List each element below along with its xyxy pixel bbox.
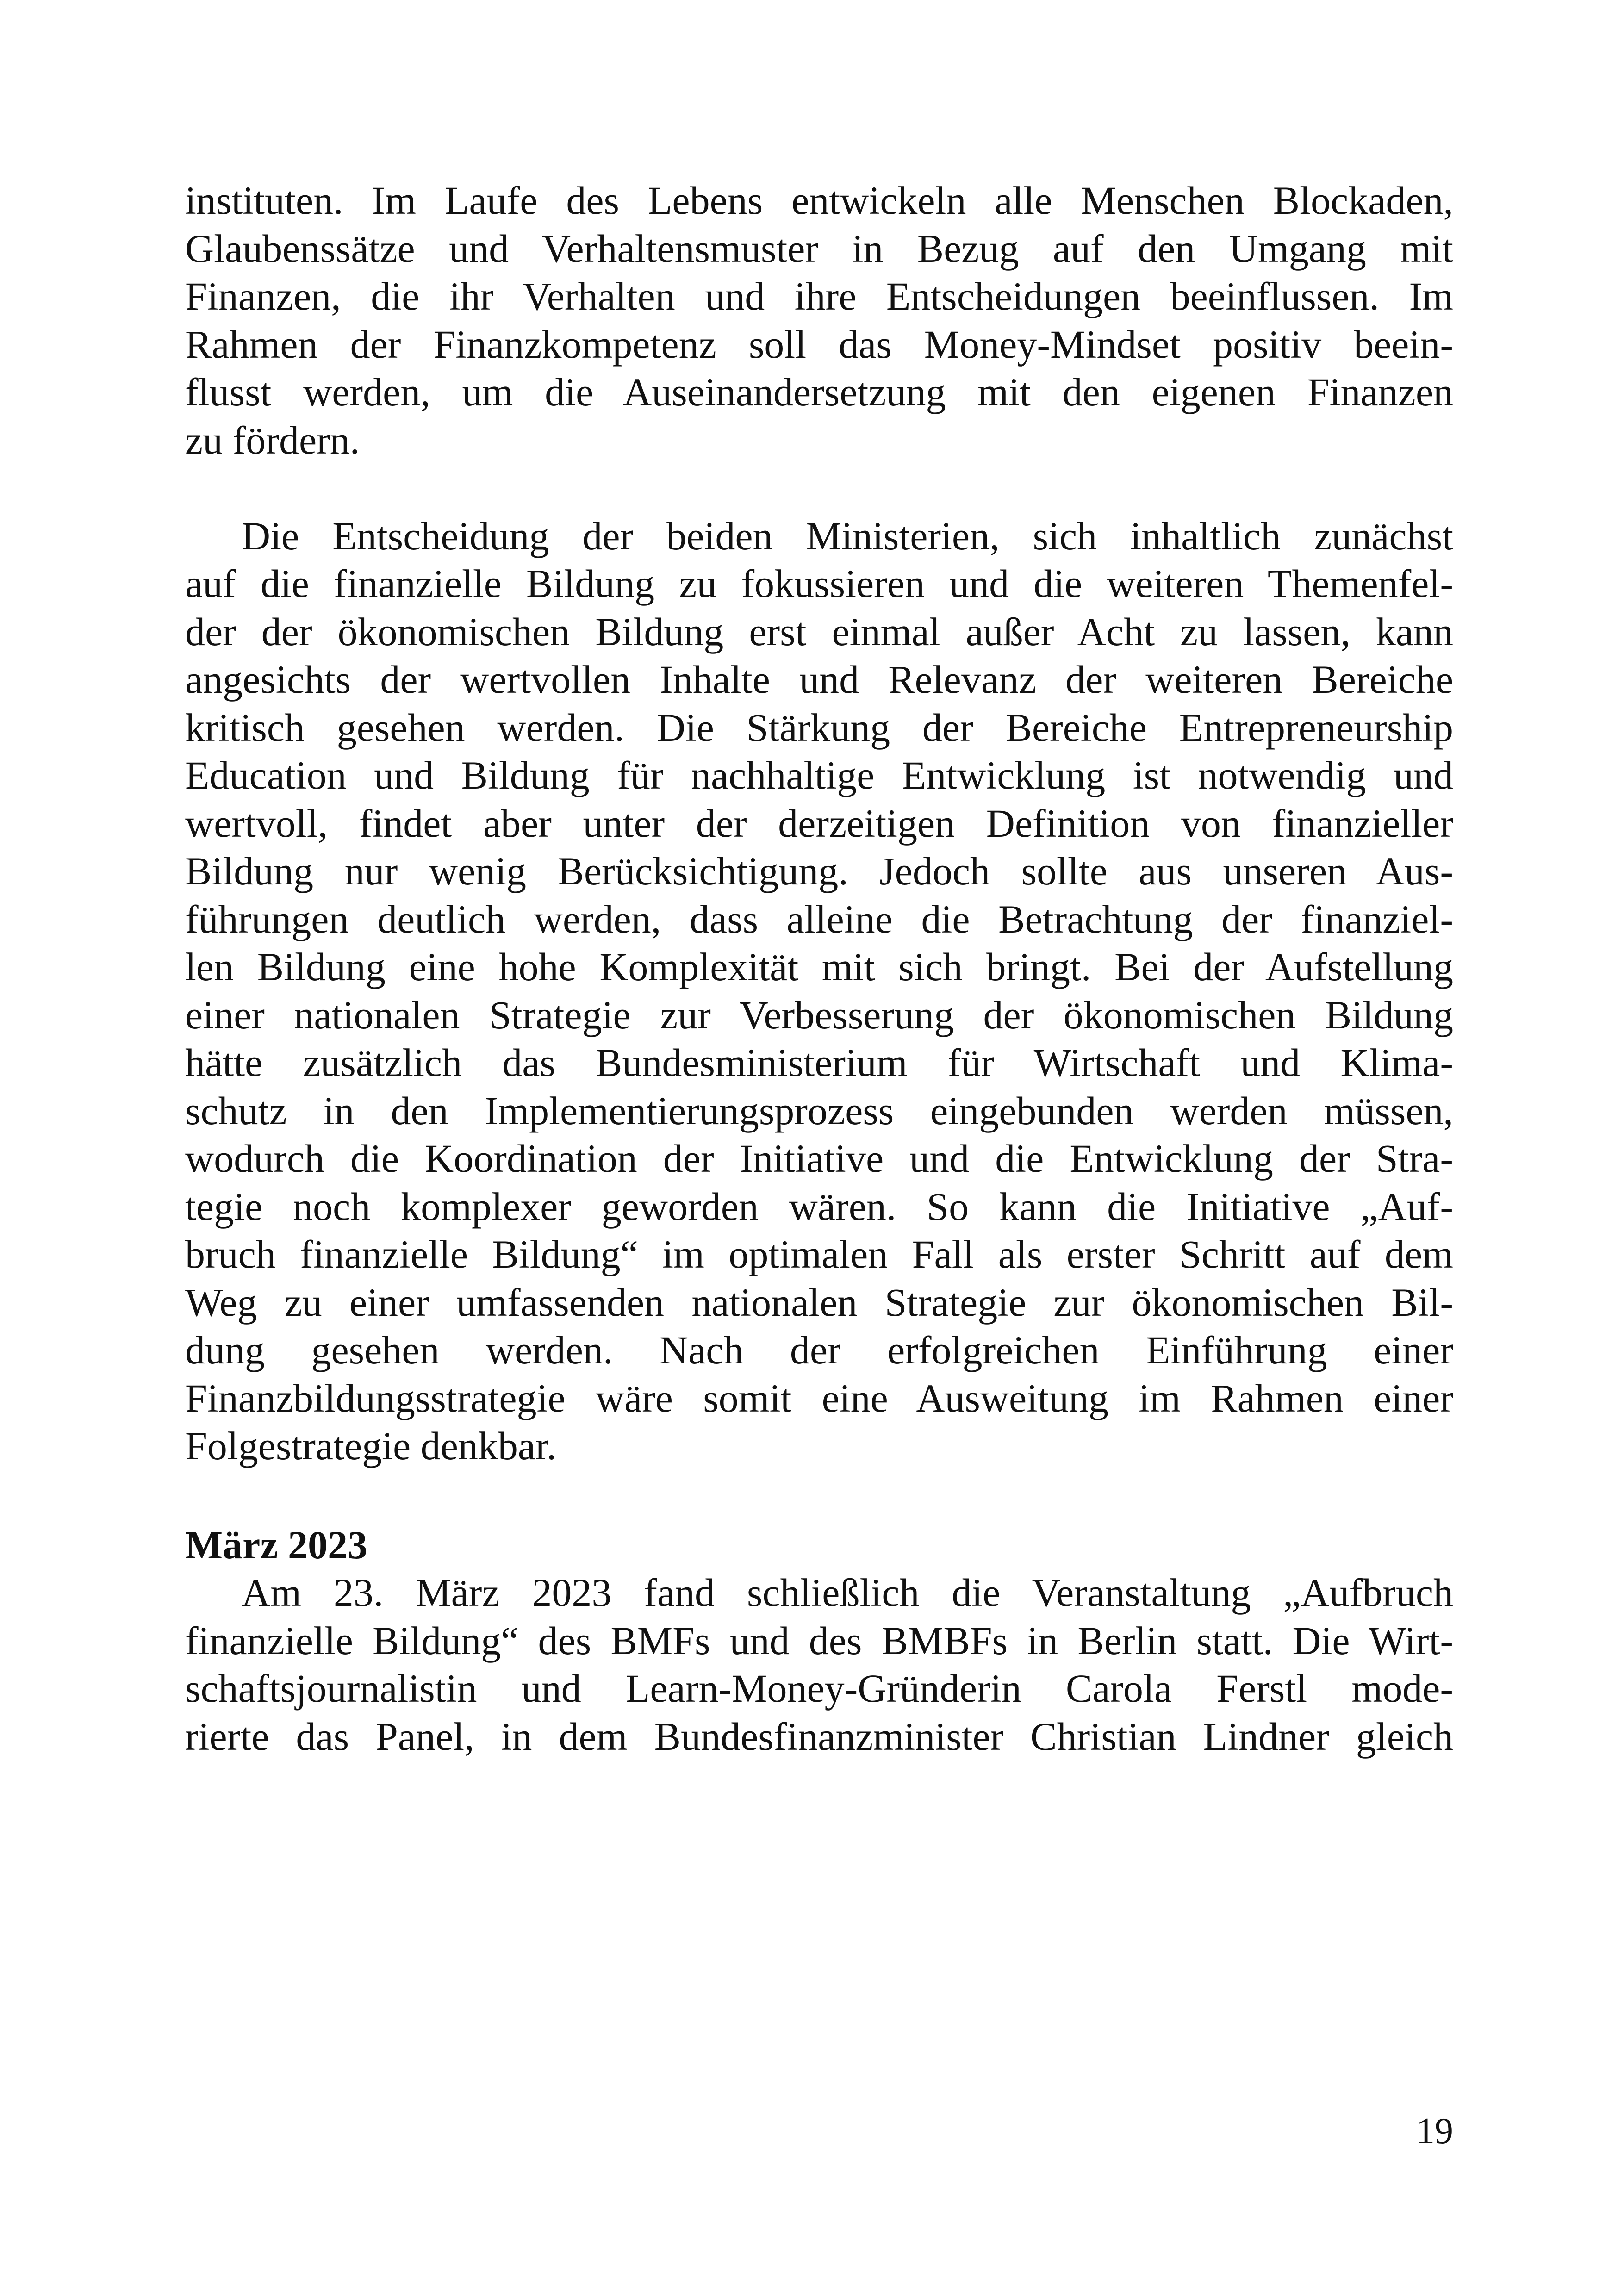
text-line: Finanzen, die ihr Verhalten und ihre Entscheidungen beeinflussen. Im	[185, 274, 1453, 318]
text-line: len Bildung eine hohe Komplexität mit sich bringt. Bei der Aufstellung	[185, 945, 1453, 989]
section-heading: März 2023	[185, 1522, 368, 1567]
paragraph-1	[185, 177, 1453, 464]
text-line: Finanzbildungsstrategie wäre somit eine Ausweitung im Rahmen einer	[185, 1375, 1453, 1420]
text-line: Am 23. März 2023 fand schließlich die Veranstaltung „Aufbruch	[242, 1570, 1453, 1615]
text-line: auf die finanzielle Bildung zu fokussieren und die weiteren Themenfel-	[185, 561, 1453, 606]
text-line: der der ökonomischen Bildung erst einmal außer Acht zu lassen, kann	[185, 609, 1453, 654]
text-line: kritisch gesehen werden. Die Stärkung der Bereiche Entrepreneurship	[185, 705, 1453, 750]
text-line: finanzielle Bildung“ des BMFs und des BMBFs in Berlin statt. Die Wirt-	[185, 1618, 1453, 1663]
text-line: bruch finanzielle Bildung“ im optimalen Fall als erster Schritt auf dem	[185, 1232, 1453, 1276]
text-line: zu fördern.	[185, 417, 360, 462]
text-line: schaftsjournalistin und Learn-Money-Gründerin Carola Ferstl mode-	[185, 1666, 1453, 1711]
text-line: schutz in den Implementierungsprozess eingebunden werden müssen,	[185, 1088, 1453, 1133]
text-line: einer nationalen Strategie zur Verbesserung der ökonomischen Bildung	[185, 992, 1453, 1037]
text-line: angesichts der wertvollen Inhalte und Relevanz der weiteren Bereiche	[185, 657, 1453, 702]
text-line: Education und Bildung für nachhaltige Entwicklung ist notwendig und	[185, 753, 1453, 797]
text-line: flusst werden, um die Auseinandersetzung mit den eigenen Finanzen	[185, 370, 1453, 414]
section-paragraph	[185, 1569, 1453, 1761]
text-line: Weg zu einer umfassenden nationalen Strategie zur ökonomischen Bil-	[185, 1280, 1453, 1325]
text-line: führungen deutlich werden, dass alleine die Betrachtung der finanziel-	[185, 896, 1453, 941]
text-line: Rahmen der Finanzkompetenz soll das Money-Mindset positiv beein-	[185, 322, 1453, 367]
text-line: Glaubenssätze und Verhaltensmuster in Bezug auf den Umgang mit	[185, 226, 1453, 271]
document-page	[185, 177, 1453, 1761]
text-line: wertvoll, findet aber unter der derzeitigen Definition von finanzieller	[185, 801, 1453, 846]
text-line: Bildung nur wenig Berücksichtigung. Jedoch sollte aus unseren Aus-	[185, 849, 1453, 893]
page-number: 19	[1416, 2111, 1453, 2152]
text-line: Folgestrategie denkbar.	[185, 1424, 557, 1468]
text-line: instituten. Im Laufe des Lebens entwickeln alle Menschen Blockaden,	[185, 178, 1453, 223]
text-line: Die Entscheidung der beiden Ministerien, sich inhaltlich zunächst	[242, 513, 1453, 558]
text-line: rierte das Panel, in dem Bundesfinanzminister Christian Lindner gleich	[185, 1714, 1453, 1759]
text-line: wodurch die Koordination der Initiative und die Entwicklung der Stra-	[185, 1136, 1453, 1181]
text-line: hätte zusätzlich das Bundesministerium für Wirtschaft und Klima-	[185, 1040, 1453, 1085]
paragraph-spacer	[185, 464, 1453, 512]
text-line: dung gesehen werden. Nach der erfolgreichen Einführung einer	[185, 1328, 1453, 1372]
text-line: tegie noch komplexer geworden wären. So kann die Initiative „Auf-	[185, 1184, 1453, 1229]
paragraph-2	[185, 512, 1453, 1470]
